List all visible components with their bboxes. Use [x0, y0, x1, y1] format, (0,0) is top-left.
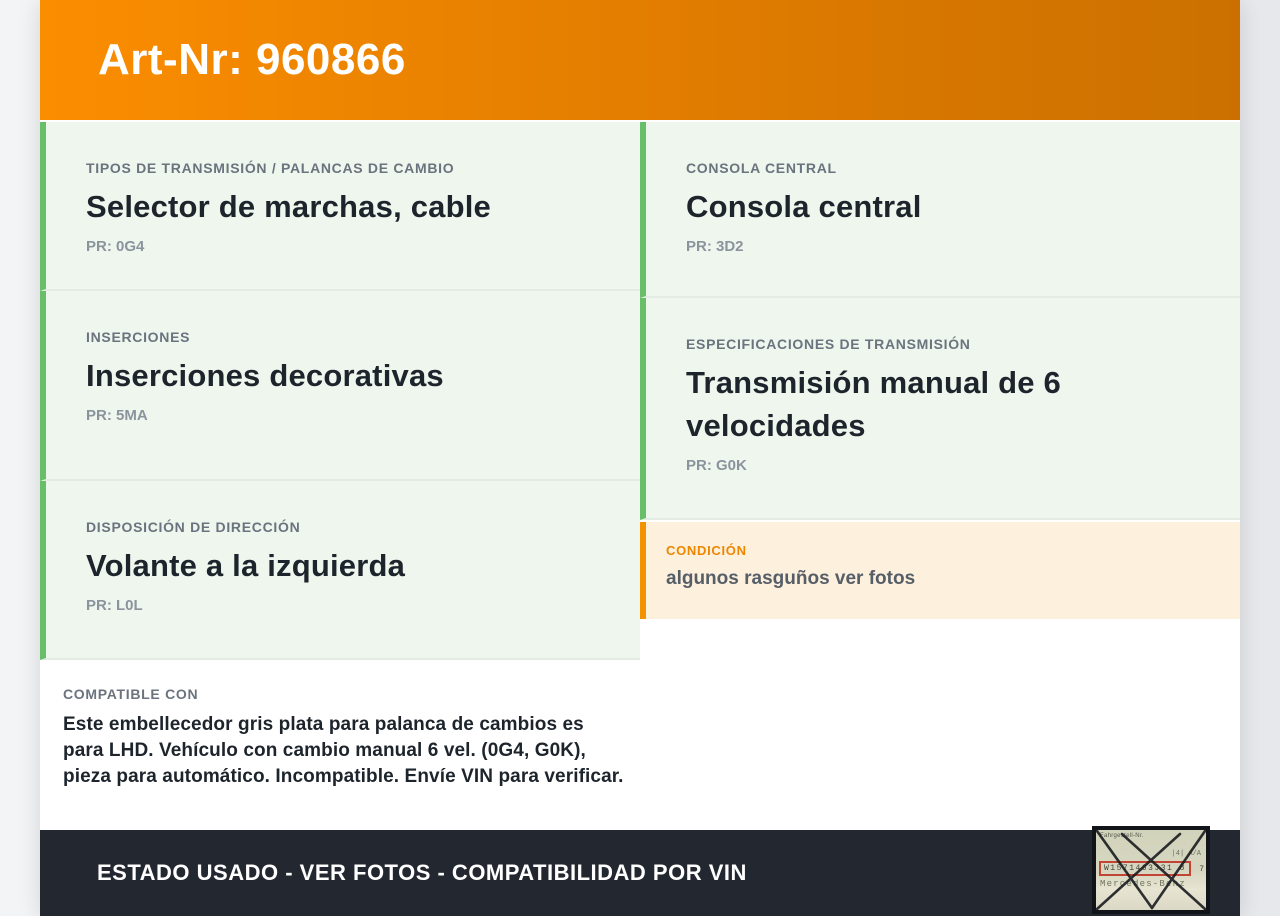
spec-card-title: Selector de marchas, cable	[86, 189, 491, 224]
vin-number-box: W1571463J31 8	[1099, 861, 1191, 876]
spec-card-label: CONSOLA CENTRAL	[686, 160, 837, 176]
spec-card-title: Inserciones decorativas	[86, 358, 444, 393]
spec-card-steering	[40, 481, 640, 660]
condition-card	[640, 522, 1240, 619]
vin-document	[1096, 830, 1206, 910]
footer-bar	[40, 830, 1240, 916]
article-number-title: Art-Nr: 960866	[98, 35, 406, 84]
footer-text: ESTADO USADO - VER FOTOS - COMPATIBILIDAD POR VIN	[97, 860, 747, 885]
condition-label: CONDICIÓN	[666, 543, 747, 558]
envelope-icon	[1096, 830, 1206, 910]
spec-card-title: Transmisión manual de 6 velocidades	[686, 365, 1061, 443]
spec-card-label: TIPOS DE TRANSMISIÓN / PALANCAS DE CAMBIO	[86, 160, 455, 176]
spec-card-title: Volante a la izquierda	[86, 548, 406, 583]
spec-card-center-console	[640, 122, 1240, 298]
spec-card-transmission-type	[40, 122, 640, 291]
doc-code-text: |4| A/A	[1171, 850, 1201, 858]
compatible-card	[40, 660, 640, 830]
spec-card-pr-code: PR: 0G4	[86, 237, 145, 255]
compatible-text: Este embellecedor gris plata para palanca de cambios es para LHD. Vehículo con cambio manual 6 vel. (0G4, G0K), pieza para automático. Incompatible. Envíe VIN para verificar.	[63, 714, 624, 788]
chassis-number-label: Fahrgestell-Nr.	[1100, 833, 1144, 839]
compatible-label: COMPATIBLE CON	[63, 686, 199, 702]
spec-card-transmission-spec	[640, 298, 1240, 520]
condition-text: algunos rasguños ver fotos	[666, 568, 916, 589]
vin-check-digit: 7	[1199, 865, 1204, 874]
product-label-page	[40, 0, 1240, 916]
vin-sticker-image	[1092, 826, 1210, 914]
spec-card-pr-code: PR: 3D2	[686, 237, 744, 255]
brand-text: Mercedes-Benz	[1100, 879, 1186, 889]
spec-card-insertions	[40, 291, 640, 481]
spec-card-title: Consola central	[686, 189, 922, 224]
spec-card-pr-code: PR: 5MA	[86, 406, 148, 424]
spec-card-pr-code: PR: G0K	[686, 456, 747, 474]
spec-card-label: INSERCIONES	[86, 329, 191, 345]
spec-card-pr-code: PR: L0L	[86, 596, 143, 614]
header-banner	[40, 0, 1240, 120]
spec-card-label: DISPOSICIÓN DE DIRECCIÓN	[86, 519, 301, 535]
spec-card-label: ESPECIFICACIONES DE TRANSMISIÓN	[686, 336, 971, 352]
